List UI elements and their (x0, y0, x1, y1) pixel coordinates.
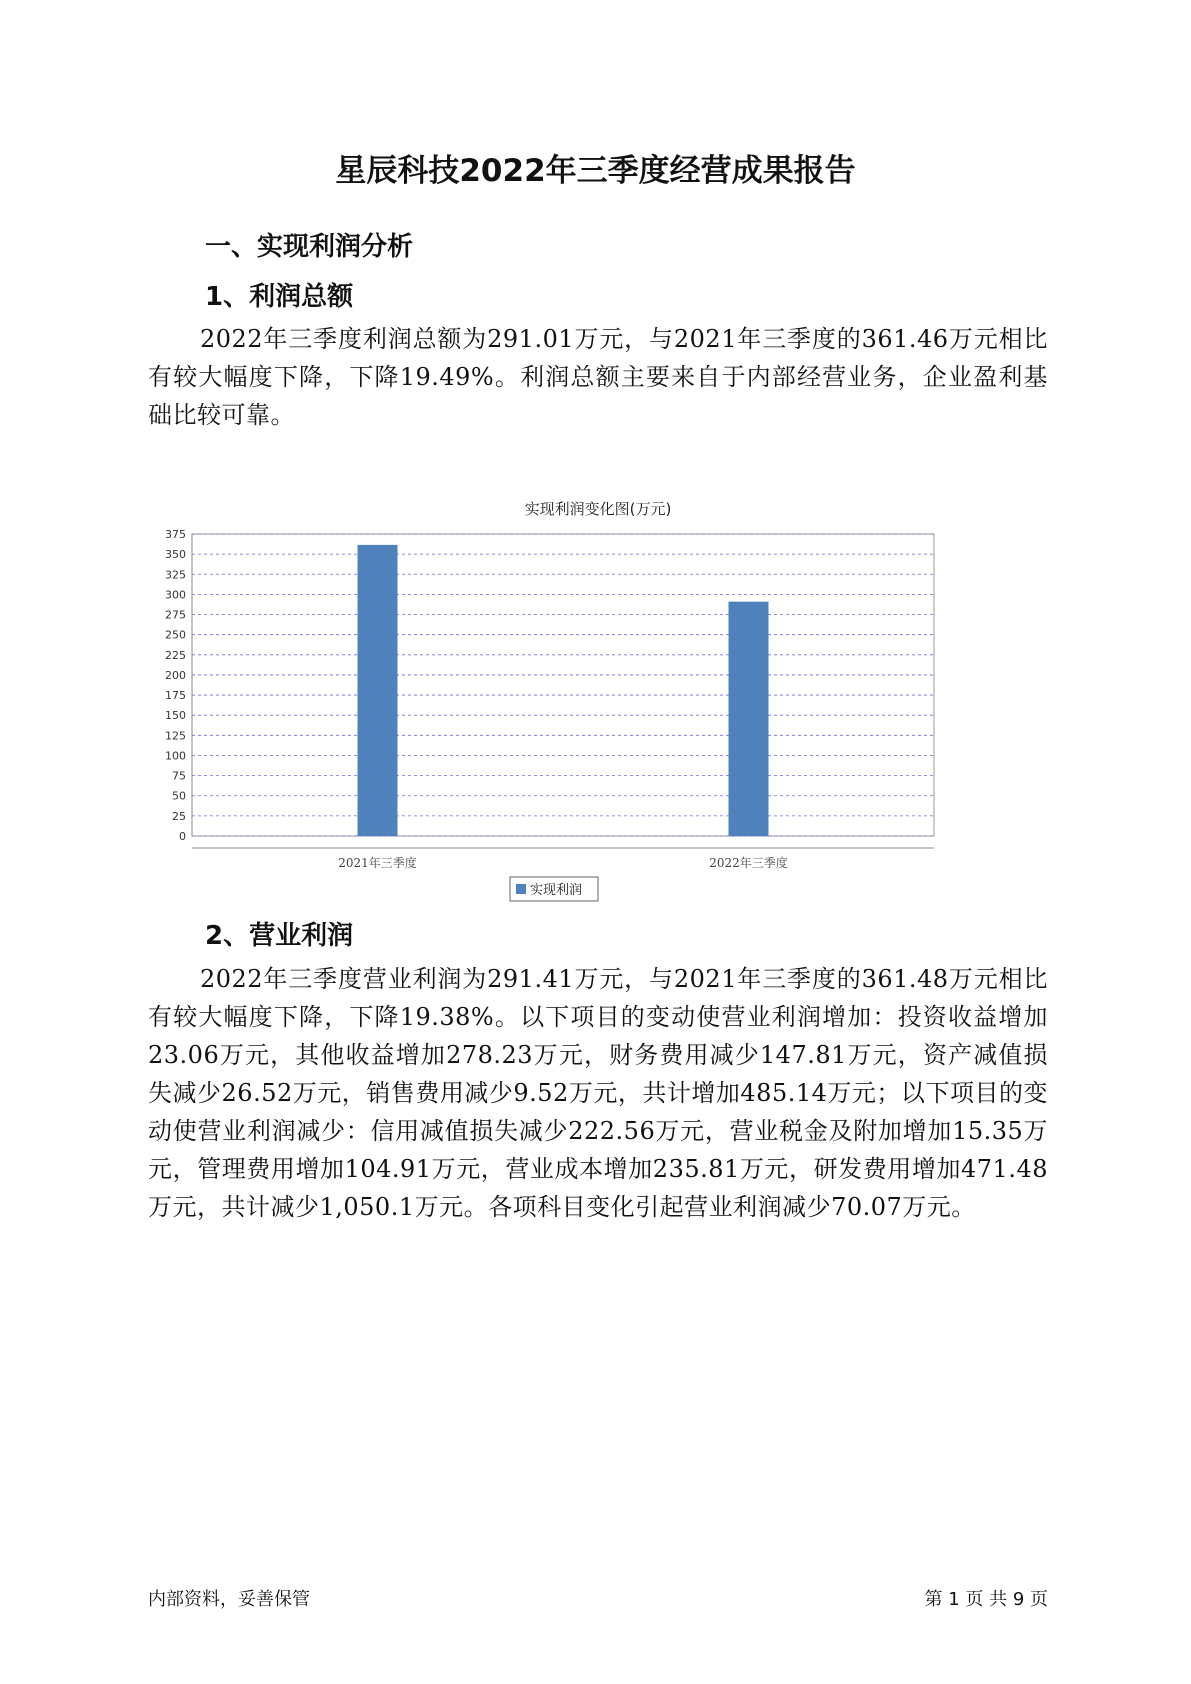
y-tick-label: 275 (165, 608, 186, 622)
y-tick-label: 75 (172, 769, 186, 783)
section-heading-profit-analysis: 一、实现利润分析 (205, 232, 414, 262)
y-tick-label: 375 (165, 528, 186, 541)
y-tick-label: 350 (165, 548, 186, 562)
bar (358, 545, 398, 836)
y-tick-label: 250 (165, 628, 186, 642)
paragraph-operating-profit: 2022年三季度营业利润为291.41万元，与2021年三季度的361.48万元相比有较大幅度下降，下降19.38%。以下项目的变动使营业利润增加：投资收益增加23.06万元，其他收益增加278.23万元，财务费用减少147.81万元，资产减值损失减少26.52万元，销售费用减少9.52万元，共计增加485.14万元；以下项目的变动使营业利润减少：信用减值损失减少222.56万元，营业税金及附加增加15.35万元，管理费用增加104.91万元，营业成本增加235.81万元，研发费用增加471.48万元，共计减少1,050.1万元。各项科目变化引起营业利润减少70.07万元。 (148, 965, 1048, 1221)
legend-label: 实现利润 (530, 883, 583, 898)
y-tick-label: 225 (165, 648, 186, 662)
y-tick-label: 100 (165, 749, 186, 763)
subsection-heading-operating-profit: 2、营业利润 (205, 921, 354, 951)
x-tick-label: 2021年三季度 (338, 856, 417, 870)
y-tick-label: 125 (165, 729, 186, 743)
paragraph-total-profit: 2022年三季度利润总额为291.01万元，与2021年三季度的361.46万元相比有较大幅度下降，下降19.49%。利润总额主要来自于内部经营业务，企业盈利基础比较可靠。 (148, 325, 1048, 429)
y-tick-label: 300 (165, 588, 186, 602)
subsection-heading-total-profit: 1、利润总额 (205, 282, 354, 312)
profit-chart-svg (148, 498, 1048, 958)
y-tick-label: 50 (172, 789, 186, 803)
y-tick-label: 325 (165, 568, 186, 582)
footer-confidential-note: 内部资料，妥善保管 (148, 1589, 310, 1610)
footer-page-number: 第 1 页 共 9 页 (924, 1589, 1048, 1610)
x-tick-label: 2022年三季度 (709, 856, 788, 870)
y-tick-label: 150 (165, 709, 186, 723)
document-title: 星辰科技2022年三季度经营成果报告 (335, 153, 856, 189)
chart-title: 实现利润变化图(万元) (524, 500, 672, 518)
y-tick-label: 200 (165, 668, 186, 682)
bar (729, 602, 769, 836)
profit-bar-chart (148, 498, 1048, 958)
plot-area (192, 534, 934, 836)
y-tick-label: 175 (165, 689, 186, 703)
legend-swatch (516, 884, 526, 894)
y-tick-label: 25 (172, 809, 186, 823)
y-tick-label: 0 (179, 830, 186, 843)
